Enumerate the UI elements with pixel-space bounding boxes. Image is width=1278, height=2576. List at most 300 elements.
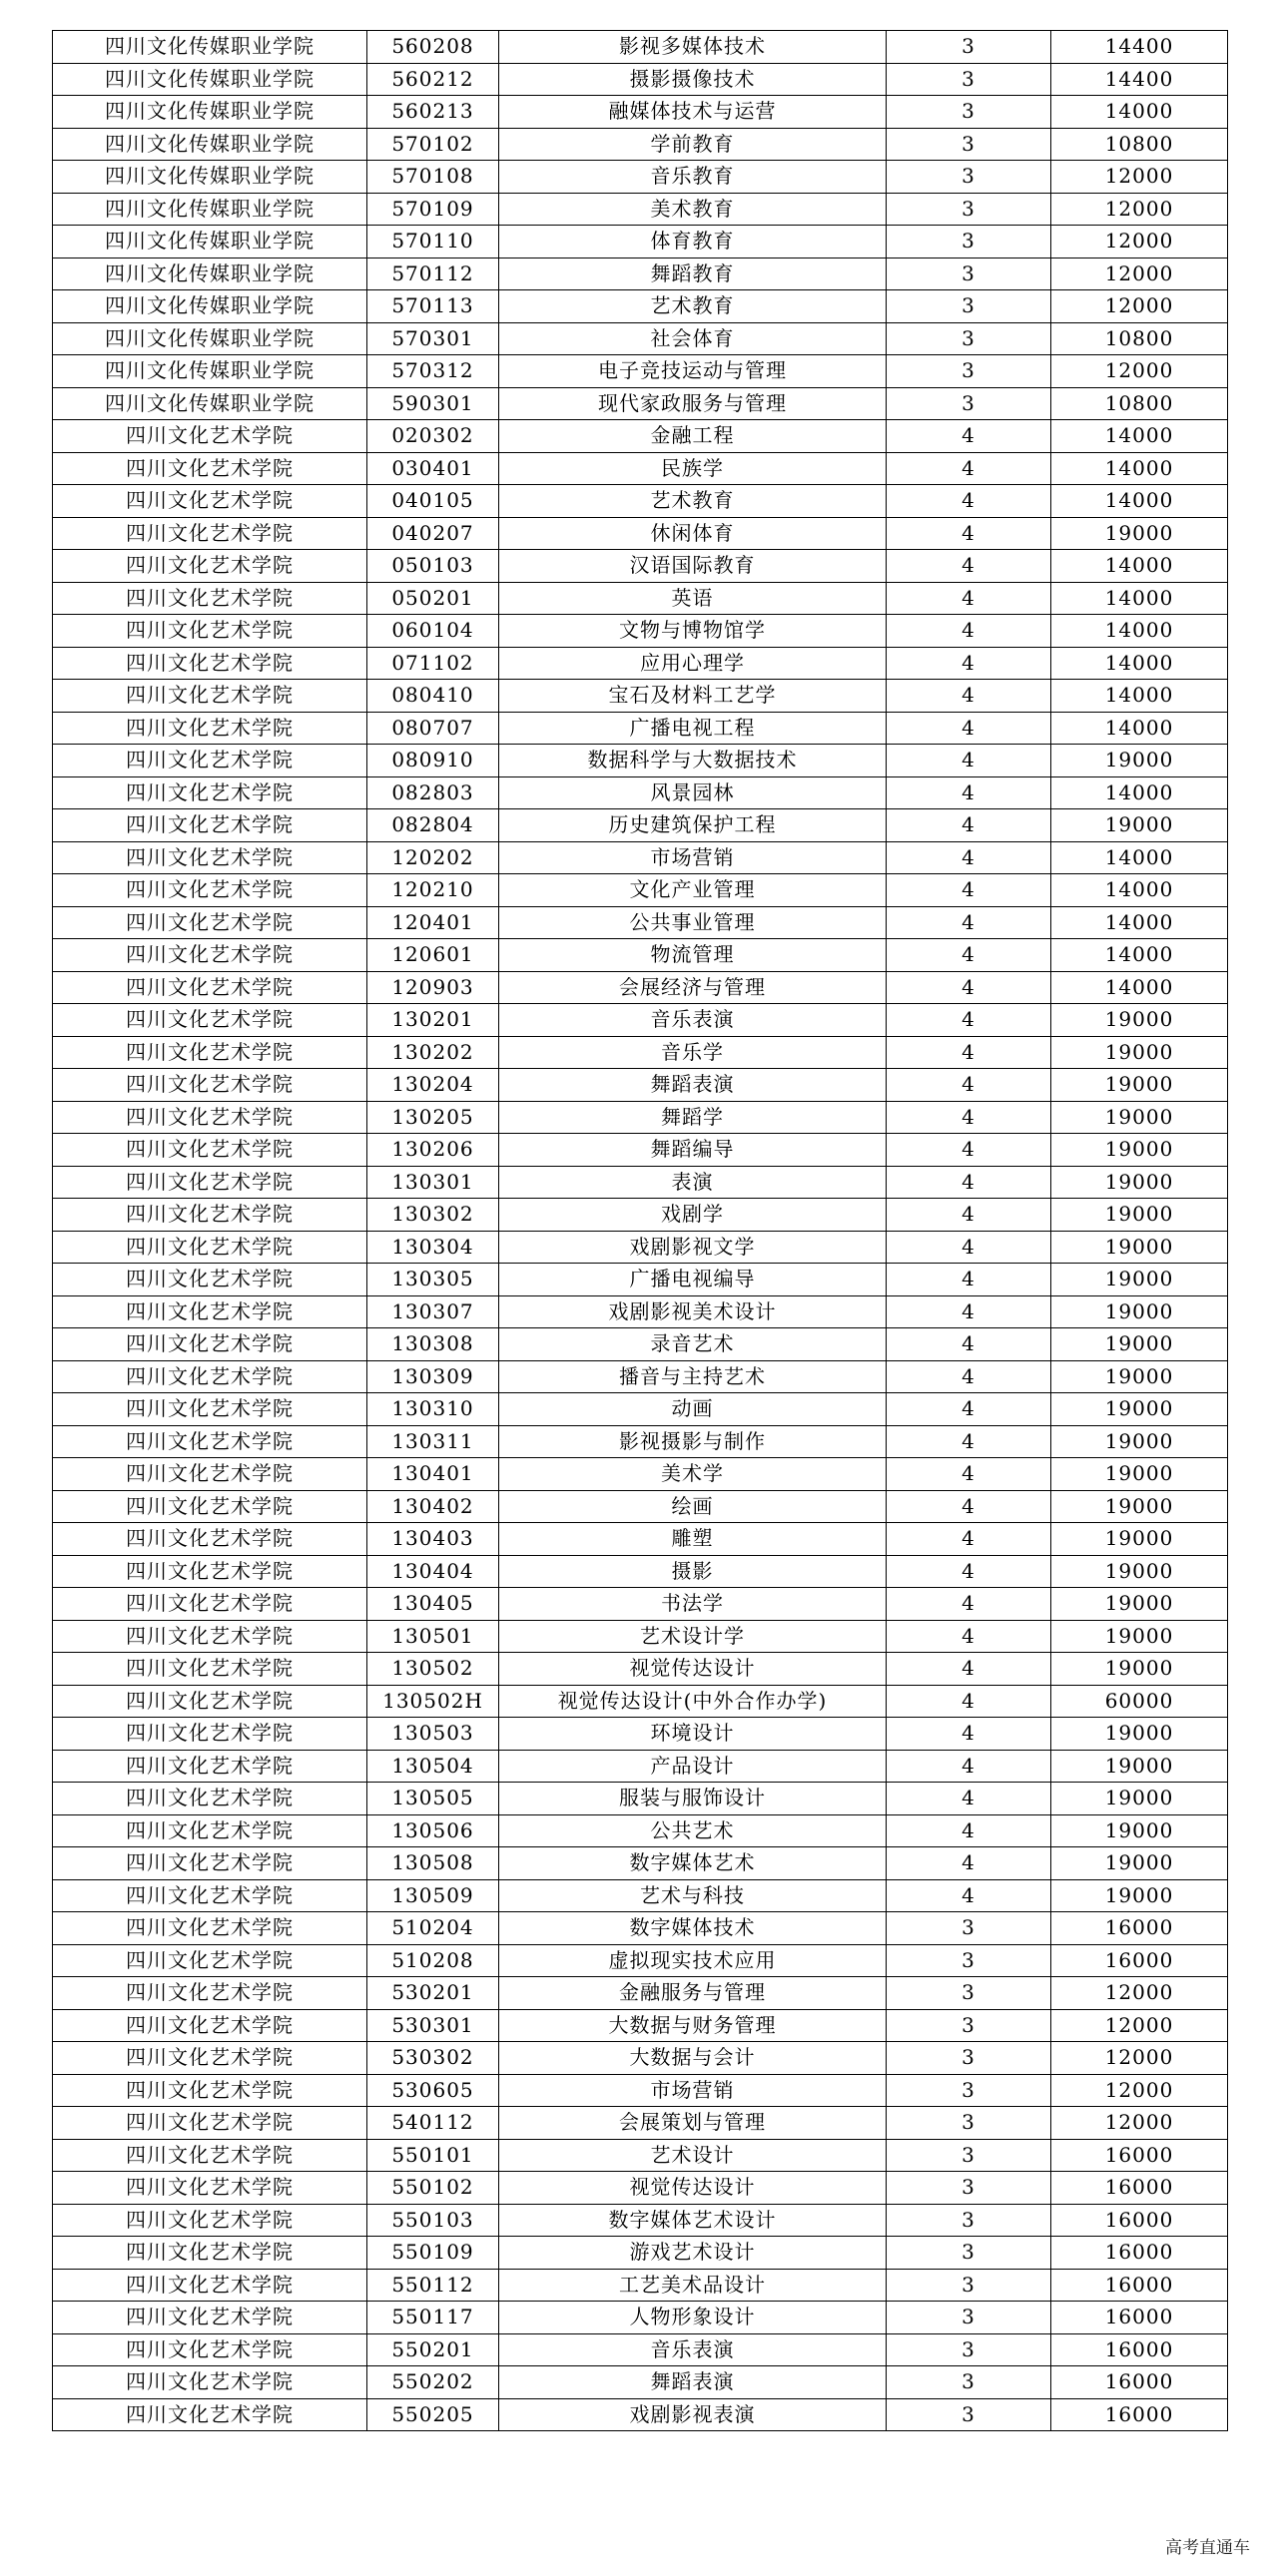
duration-years-cell: 4 [887,1101,1051,1134]
tuition-fee-cell: 19000 [1051,1393,1228,1426]
major-name-cell: 体育教育 [499,226,887,258]
school-name-cell: 四川文化传媒职业学院 [53,258,367,290]
major-code-cell: 570301 [367,322,499,355]
tuition-fee-cell: 19000 [1051,517,1228,550]
table-row [53,31,1228,64]
school-name-cell: 四川文化艺术学院 [53,1490,367,1523]
major-name-cell: 戏剧影视文学 [499,1231,887,1264]
table-row [53,161,1228,194]
duration-years-cell: 3 [887,2333,1051,2366]
tuition-fee-cell: 14000 [1051,615,1228,648]
tuition-fee-cell: 19000 [1051,1295,1228,1328]
duration-years-cell: 3 [887,226,1051,258]
duration-years-cell: 3 [887,258,1051,290]
table-row [53,2074,1228,2107]
major-code-cell: 050201 [367,582,499,615]
school-name-cell: 四川文化艺术学院 [53,2139,367,2172]
school-name-cell: 四川文化艺术学院 [53,1458,367,1491]
tuition-fee-cell: 19000 [1051,745,1228,777]
major-name-cell: 录音艺术 [499,1328,887,1361]
tuition-fee-cell: 16000 [1051,2333,1228,2366]
table-row [53,2172,1228,2205]
duration-years-cell: 3 [887,193,1051,226]
tuition-fee-cell: 16000 [1051,2269,1228,2302]
tuition-fee-cell: 14000 [1051,485,1228,518]
major-name-cell: 艺术教育 [499,485,887,518]
duration-years-cell: 3 [887,2204,1051,2237]
tuition-fee-cell: 16000 [1051,2366,1228,2399]
duration-years-cell: 3 [887,2107,1051,2140]
school-name-cell: 四川文化艺术学院 [53,517,367,550]
table-row [53,906,1228,939]
major-code-cell: 550102 [367,2172,499,2205]
major-name-cell: 音乐学 [499,1036,887,1069]
table-row [53,1977,1228,2010]
school-name-cell: 四川文化艺术学院 [53,939,367,972]
tuition-fee-cell: 16000 [1051,2237,1228,2270]
table-row [53,582,1228,615]
tuition-fee-cell: 14000 [1051,420,1228,453]
duration-years-cell: 4 [887,712,1051,745]
duration-years-cell: 4 [887,615,1051,648]
school-name-cell: 四川文化艺术学院 [53,1847,367,1880]
duration-years-cell: 4 [887,874,1051,907]
table-row [53,2333,1228,2366]
table-row [53,1036,1228,1069]
major-name-cell: 摄影摄像技术 [499,63,887,96]
major-name-cell: 表演 [499,1166,887,1199]
table-row [53,745,1228,777]
major-code-cell: 590301 [367,387,499,420]
tuition-fee-cell: 14000 [1051,776,1228,809]
tuition-fee-cell: 14000 [1051,680,1228,713]
major-code-cell: 130205 [367,1101,499,1134]
duration-years-cell: 4 [887,452,1051,485]
major-code-cell: 130307 [367,1295,499,1328]
tuition-fee-cell: 19000 [1051,1360,1228,1393]
table-row [53,1944,1228,1977]
major-name-cell: 戏剧学 [499,1199,887,1232]
major-code-cell: 130311 [367,1425,499,1458]
major-name-cell: 英语 [499,582,887,615]
major-name-cell: 艺术设计 [499,2139,887,2172]
school-name-cell: 四川文化传媒职业学院 [53,63,367,96]
major-code-cell: 080410 [367,680,499,713]
table-row [53,1523,1228,1556]
tuition-fee-cell: 14000 [1051,452,1228,485]
table-row [53,1295,1228,1328]
duration-years-cell: 4 [887,1814,1051,1847]
major-code-cell: 130503 [367,1718,499,1751]
major-name-cell: 动画 [499,1393,887,1426]
major-name-cell: 大数据与会计 [499,2042,887,2075]
school-name-cell: 四川文化艺术学院 [53,745,367,777]
major-code-cell: 550201 [367,2333,499,2366]
duration-years-cell: 4 [887,582,1051,615]
duration-years-cell: 4 [887,1393,1051,1426]
major-name-cell: 现代家政服务与管理 [499,387,887,420]
tuition-fee-cell: 19000 [1051,1101,1228,1134]
duration-years-cell: 3 [887,2302,1051,2334]
table-row [53,809,1228,842]
duration-years-cell: 4 [887,1036,1051,1069]
duration-years-cell: 4 [887,550,1051,583]
duration-years-cell: 4 [887,1231,1051,1264]
tuition-fee-cell: 16000 [1051,1944,1228,1977]
tuition-fee-cell: 19000 [1051,1588,1228,1621]
table-row [53,712,1228,745]
major-code-cell: 550109 [367,2237,499,2270]
major-name-cell: 视觉传达设计(中外合作办学) [499,1685,887,1718]
table-row [53,971,1228,1004]
table-row [53,1783,1228,1815]
school-name-cell: 四川文化艺术学院 [53,647,367,680]
major-name-cell: 广播电视编导 [499,1264,887,1296]
table-row [53,1653,1228,1686]
major-code-cell: 530302 [367,2042,499,2075]
major-name-cell: 市场营销 [499,2074,887,2107]
school-name-cell: 四川文化艺术学院 [53,1879,367,1912]
school-name-cell: 四川文化艺术学院 [53,1393,367,1426]
school-name-cell: 四川文化艺术学院 [53,1360,367,1393]
table-row [53,193,1228,226]
school-name-cell: 四川文化艺术学院 [53,420,367,453]
major-name-cell: 雕塑 [499,1523,887,1556]
table-row [53,1425,1228,1458]
major-code-cell: 130310 [367,1393,499,1426]
major-code-cell: 560208 [367,31,499,64]
major-name-cell: 民族学 [499,452,887,485]
tuition-fee-cell: 19000 [1051,1555,1228,1588]
school-name-cell: 四川文化艺术学院 [53,1912,367,1945]
school-name-cell: 四川文化艺术学院 [53,2172,367,2205]
tuition-fee-cell: 12000 [1051,258,1228,290]
duration-years-cell: 4 [887,1879,1051,1912]
duration-years-cell: 4 [887,1588,1051,1621]
duration-years-cell: 4 [887,1264,1051,1296]
school-name-cell: 四川文化艺术学院 [53,809,367,842]
school-name-cell: 四川文化艺术学院 [53,1134,367,1167]
major-name-cell: 舞蹈表演 [499,1069,887,1102]
duration-years-cell: 4 [887,841,1051,874]
major-code-cell: 560212 [367,63,499,96]
major-name-cell: 音乐教育 [499,161,887,194]
major-name-cell: 戏剧影视表演 [499,2398,887,2431]
duration-years-cell: 4 [887,1166,1051,1199]
major-code-cell: 120601 [367,939,499,972]
school-name-cell: 四川文化艺术学院 [53,1199,367,1232]
school-name-cell: 四川文化艺术学院 [53,2366,367,2399]
tuition-fee-cell: 16000 [1051,1912,1228,1945]
school-name-cell: 四川文化传媒职业学院 [53,128,367,161]
major-name-cell: 舞蹈表演 [499,2366,887,2399]
school-name-cell: 四川文化传媒职业学院 [53,96,367,129]
major-name-cell: 游戏艺术设计 [499,2237,887,2270]
table-row [53,420,1228,453]
major-code-cell: 130202 [367,1036,499,1069]
major-code-cell: 570112 [367,258,499,290]
major-code-cell: 130509 [367,1879,499,1912]
major-name-cell: 公共事业管理 [499,906,887,939]
major-name-cell: 虚拟现实技术应用 [499,1944,887,1977]
tuition-fee-cell: 16000 [1051,2398,1228,2431]
table-row [53,485,1228,518]
major-name-cell: 宝石及材料工艺学 [499,680,887,713]
watermark-text: 高考直通车 [1165,2538,1250,2558]
duration-years-cell: 3 [887,2398,1051,2431]
school-name-cell: 四川文化传媒职业学院 [53,387,367,420]
tuition-fee-cell: 12000 [1051,290,1228,323]
table-row [53,874,1228,907]
school-name-cell: 四川文化艺术学院 [53,1328,367,1361]
duration-years-cell: 4 [887,1134,1051,1167]
duration-years-cell: 3 [887,31,1051,64]
table-row [53,1360,1228,1393]
school-name-cell: 四川文化艺术学院 [53,2398,367,2431]
school-name-cell: 四川文化艺术学院 [53,712,367,745]
major-name-cell: 市场营销 [499,841,887,874]
table-row [53,615,1228,648]
duration-years-cell: 3 [887,322,1051,355]
duration-years-cell: 3 [887,387,1051,420]
school-name-cell: 四川文化艺术学院 [53,1166,367,1199]
table-row [53,680,1228,713]
major-name-cell: 产品设计 [499,1750,887,1783]
table-row [53,1134,1228,1167]
duration-years-cell: 4 [887,906,1051,939]
school-name-cell: 四川文化艺术学院 [53,1036,367,1069]
duration-years-cell: 4 [887,1458,1051,1491]
duration-years-cell: 4 [887,1069,1051,1102]
table-row [53,355,1228,388]
duration-years-cell: 3 [887,2269,1051,2302]
duration-years-cell: 4 [887,1523,1051,1556]
tuition-fee-cell: 19000 [1051,1199,1228,1232]
major-code-cell: 130402 [367,1490,499,1523]
school-name-cell: 四川文化艺术学院 [53,1620,367,1653]
major-name-cell: 文化产业管理 [499,874,887,907]
major-code-cell: 550202 [367,2366,499,2399]
duration-years-cell: 4 [887,1685,1051,1718]
duration-years-cell: 3 [887,128,1051,161]
major-code-cell: 130206 [367,1134,499,1167]
school-name-cell: 四川文化艺术学院 [53,1718,367,1751]
duration-years-cell: 3 [887,96,1051,129]
duration-years-cell: 4 [887,1620,1051,1653]
table-row [53,1879,1228,1912]
major-code-cell: 130502 [367,1653,499,1686]
major-code-cell: 130504 [367,1750,499,1783]
duration-years-cell: 4 [887,1004,1051,1037]
school-name-cell: 四川文化艺术学院 [53,1783,367,1815]
tuition-fee-cell: 19000 [1051,1718,1228,1751]
major-code-cell: 050103 [367,550,499,583]
school-name-cell: 四川文化传媒职业学院 [53,31,367,64]
tuition-fee-cell: 19000 [1051,1847,1228,1880]
table-row [53,1166,1228,1199]
tuition-fee-cell: 16000 [1051,2172,1228,2205]
duration-years-cell: 3 [887,2074,1051,2107]
major-code-cell: 040105 [367,485,499,518]
table-row [53,2042,1228,2075]
school-name-cell: 四川文化艺术学院 [53,1685,367,1718]
tuition-fee-cell: 19000 [1051,1458,1228,1491]
table-row [53,1490,1228,1523]
tuition-fee-cell: 60000 [1051,1685,1228,1718]
school-name-cell: 四川文化传媒职业学院 [53,193,367,226]
table-row [53,1328,1228,1361]
tuition-fee-cell: 12000 [1051,355,1228,388]
major-name-cell: 视觉传达设计 [499,2172,887,2205]
major-code-cell: 130403 [367,1523,499,1556]
tuition-fee-cell: 10800 [1051,387,1228,420]
major-name-cell: 音乐表演 [499,2333,887,2366]
major-code-cell: 130508 [367,1847,499,1880]
table-row [53,1264,1228,1296]
tuition-fee-cell: 16000 [1051,2139,1228,2172]
major-name-cell: 艺术与科技 [499,1879,887,1912]
major-name-cell: 舞蹈学 [499,1101,887,1134]
major-name-cell: 广播电视工程 [499,712,887,745]
duration-years-cell: 4 [887,647,1051,680]
major-code-cell: 130204 [367,1069,499,1102]
major-code-cell: 130501 [367,1620,499,1653]
major-name-cell: 社会体育 [499,322,887,355]
major-name-cell: 艺术教育 [499,290,887,323]
duration-years-cell: 3 [887,1912,1051,1945]
major-name-cell: 公共艺术 [499,1814,887,1847]
major-name-cell: 金融服务与管理 [499,1977,887,2010]
duration-years-cell: 4 [887,1653,1051,1686]
major-code-cell: 130505 [367,1783,499,1815]
duration-years-cell: 3 [887,1977,1051,2010]
school-name-cell: 四川文化艺术学院 [53,2237,367,2270]
duration-years-cell: 4 [887,1328,1051,1361]
table-row [53,2366,1228,2399]
duration-years-cell: 4 [887,1295,1051,1328]
table-row [53,1750,1228,1783]
table-row [53,517,1228,550]
school-name-cell: 四川文化传媒职业学院 [53,355,367,388]
school-name-cell: 四川文化艺术学院 [53,1653,367,1686]
school-name-cell: 四川文化艺术学院 [53,1264,367,1296]
table-row [53,1620,1228,1653]
school-name-cell: 四川文化艺术学院 [53,2333,367,2366]
tuition-table [52,30,1228,2431]
major-code-cell: 082803 [367,776,499,809]
school-name-cell: 四川文化艺术学院 [53,841,367,874]
tuition-table-container [52,30,1227,2431]
tuition-fee-cell: 10800 [1051,128,1228,161]
tuition-fee-cell: 14000 [1051,939,1228,972]
tuition-fee-cell: 19000 [1051,1231,1228,1264]
table-row [53,1588,1228,1621]
table-row [53,226,1228,258]
tuition-fee-cell: 19000 [1051,1814,1228,1847]
table-row [53,1069,1228,1102]
tuition-fee-cell: 16000 [1051,2204,1228,2237]
tuition-fee-cell: 19000 [1051,1328,1228,1361]
school-name-cell: 四川文化艺术学院 [53,2074,367,2107]
tuition-fee-cell: 19000 [1051,1750,1228,1783]
major-name-cell: 文物与博物馆学 [499,615,887,648]
school-name-cell: 四川文化艺术学院 [53,1069,367,1102]
tuition-fee-cell: 12000 [1051,193,1228,226]
major-code-cell: 130302 [367,1199,499,1232]
major-name-cell: 物流管理 [499,939,887,972]
major-name-cell: 工艺美术品设计 [499,2269,887,2302]
tuition-fee-cell: 19000 [1051,1425,1228,1458]
duration-years-cell: 3 [887,2172,1051,2205]
major-code-cell: 570312 [367,355,499,388]
table-row [53,776,1228,809]
major-name-cell: 数字媒体艺术 [499,1847,887,1880]
school-name-cell: 四川文化艺术学院 [53,2107,367,2140]
major-code-cell: 130201 [367,1004,499,1037]
major-name-cell: 环境设计 [499,1718,887,1751]
school-name-cell: 四川文化艺术学院 [53,2042,367,2075]
major-code-cell: 570110 [367,226,499,258]
tuition-fee-cell: 12000 [1051,161,1228,194]
tuition-fee-cell: 14000 [1051,96,1228,129]
table-row [53,1685,1228,1718]
tuition-fee-cell: 14000 [1051,841,1228,874]
duration-years-cell: 3 [887,2237,1051,2270]
major-name-cell: 音乐表演 [499,1004,887,1037]
major-name-cell: 舞蹈教育 [499,258,887,290]
table-row [53,96,1228,129]
tuition-fee-cell: 19000 [1051,1783,1228,1815]
table-row [53,1847,1228,1880]
major-code-cell: 060104 [367,615,499,648]
school-name-cell: 四川文化艺术学院 [53,1814,367,1847]
school-name-cell: 四川文化艺术学院 [53,1750,367,1783]
table-row [53,387,1228,420]
table-row [53,2398,1228,2431]
major-code-cell: 120401 [367,906,499,939]
school-name-cell: 四川文化艺术学院 [53,906,367,939]
school-name-cell: 四川文化艺术学院 [53,1523,367,1556]
major-code-cell: 530201 [367,1977,499,2010]
tuition-fee-cell: 12000 [1051,2107,1228,2140]
major-code-cell: 530301 [367,2009,499,2042]
duration-years-cell: 3 [887,2366,1051,2399]
tuition-fee-cell: 19000 [1051,809,1228,842]
major-code-cell: 130301 [367,1166,499,1199]
table-row [53,1004,1228,1037]
major-name-cell: 戏剧影视美术设计 [499,1295,887,1328]
tuition-fee-cell: 19000 [1051,1879,1228,1912]
school-name-cell: 四川文化艺术学院 [53,1944,367,1977]
duration-years-cell: 4 [887,809,1051,842]
major-code-cell: 570108 [367,161,499,194]
duration-years-cell: 3 [887,63,1051,96]
tuition-fee-cell: 19000 [1051,1620,1228,1653]
major-code-cell: 130405 [367,1588,499,1621]
school-name-cell: 四川文化艺术学院 [53,452,367,485]
major-code-cell: 130308 [367,1328,499,1361]
table-row [53,1912,1228,1945]
tuition-fee-cell: 14000 [1051,874,1228,907]
school-name-cell: 四川文化传媒职业学院 [53,161,367,194]
major-name-cell: 金融工程 [499,420,887,453]
tuition-fee-cell: 12000 [1051,1977,1228,2010]
duration-years-cell: 3 [887,161,1051,194]
major-name-cell: 美术学 [499,1458,887,1491]
table-row [53,2269,1228,2302]
table-row [53,290,1228,323]
school-name-cell: 四川文化艺术学院 [53,1004,367,1037]
